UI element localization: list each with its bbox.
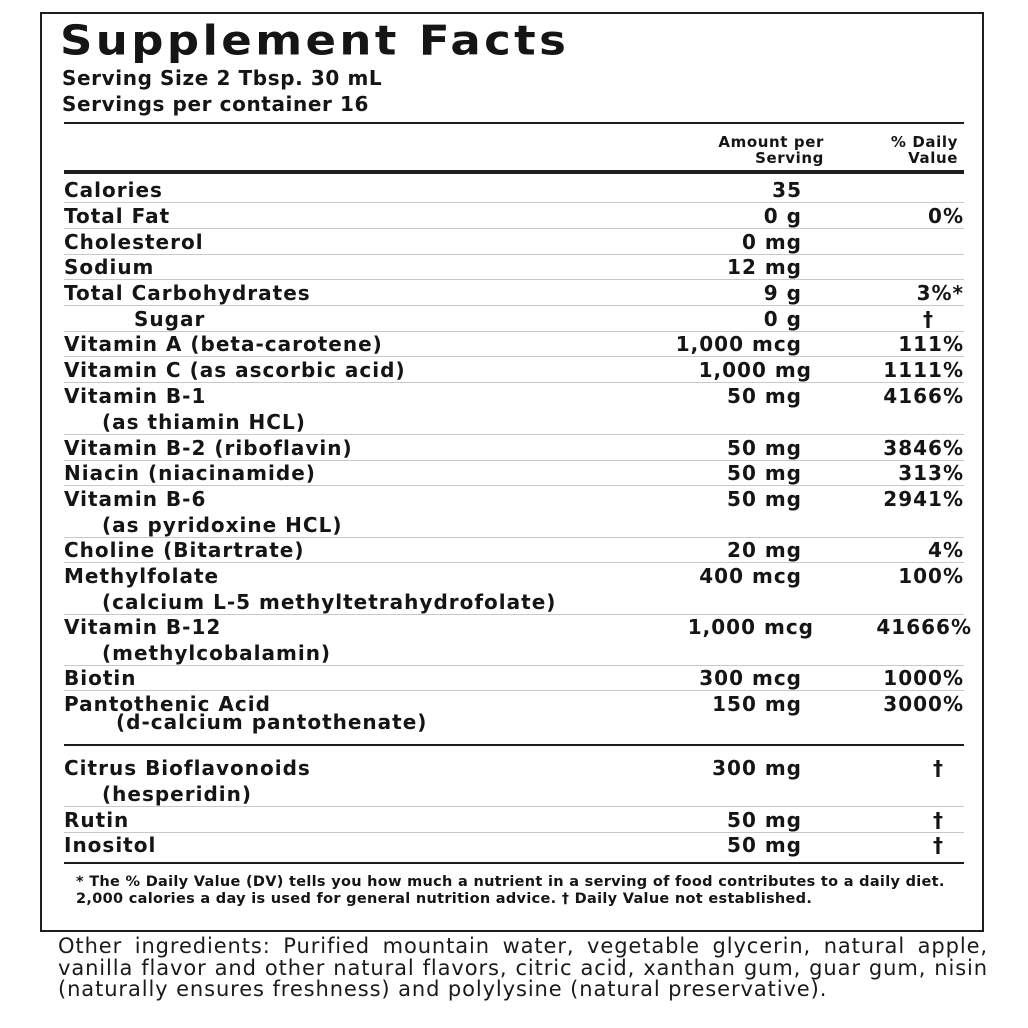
dv-header-line2: Value	[908, 149, 958, 167]
dv-header-line1: % Daily	[890, 133, 958, 151]
nutrient-subname: (methylcobalamin)	[102, 641, 332, 665]
nutrient-daily-value: 3846%	[883, 436, 964, 460]
row-divider	[64, 254, 964, 255]
nutrient-daily-value: 313%	[898, 461, 964, 485]
row-divider	[64, 228, 964, 229]
supplement-facts-panel	[40, 12, 984, 932]
nutrient-subname: (d-calcium pantothenate)	[116, 710, 428, 734]
row-divider	[64, 434, 964, 435]
nutrient-name: Choline (Bitartrate)	[64, 538, 305, 562]
row-divider	[64, 485, 964, 486]
nutrient-name: Methylfolate	[64, 564, 220, 588]
other-ingredients: Other ingredients: Purified mountain water, vegetable glycerin, natural apple, vanilla flavor and other natural flavors, citric acid, xanthan gum, guar gum, nisin (naturally ensures freshness) and polylysine (natural preservative).	[58, 934, 988, 1001]
nutrient-name: Vitamin C (as ascorbic acid)	[64, 358, 406, 382]
row-divider	[64, 356, 964, 357]
nutrient-daily-value: †	[933, 808, 944, 832]
nutrient-amount: 300 mg	[712, 756, 802, 780]
nutrient-daily-value: 111%	[898, 332, 964, 356]
row-divider	[64, 562, 964, 563]
amount-header-line2: Serving	[755, 149, 824, 167]
nutrient-subname: (hesperidin)	[102, 782, 252, 806]
row-divider	[64, 832, 964, 833]
nutrient-name: Total Carbohydrates	[64, 281, 311, 305]
nutrient-name: Vitamin B-2 (riboflavin)	[64, 436, 353, 460]
amount-header	[642, 134, 824, 166]
nutrient-name: Vitamin B-12	[64, 615, 222, 639]
nutrient-name: Inositol	[64, 833, 157, 857]
nutrient-daily-value: 3%*	[916, 281, 964, 305]
nutrient-name: Biotin	[64, 666, 137, 690]
nutrient-amount: 12 mg	[727, 255, 802, 279]
nutrient-subname: (calcium L-5 methyltetrahydrofolate)	[102, 590, 557, 614]
row-divider	[64, 202, 964, 203]
row-divider	[64, 382, 964, 383]
nutrient-name: Vitamin B-1	[64, 384, 207, 408]
rule-thick	[64, 170, 964, 174]
nutrient-name: Citrus Bioflavonoids	[64, 756, 311, 780]
nutrient-amount: 20 mg	[727, 538, 802, 562]
nutrient-amount: 1,000 mg	[698, 358, 812, 382]
nutrient-daily-value: 0%	[928, 204, 964, 228]
nutrient-daily-value: 4166%	[883, 384, 964, 408]
nutrient-daily-value: 100%	[898, 564, 964, 588]
nutrient-amount: 35	[772, 178, 802, 202]
nutrient-name: Vitamin A (beta-carotene)	[64, 332, 383, 356]
row-divider	[64, 690, 964, 691]
nutrient-amount: 9 g	[763, 281, 802, 305]
row-divider	[64, 806, 964, 807]
nutrient-name: Cholesterol	[64, 230, 204, 254]
nutrient-daily-value: 41666%	[876, 615, 972, 639]
row-divider	[64, 279, 964, 280]
nutrient-amount: 50 mg	[727, 461, 802, 485]
panel-title: Supplement Facts	[60, 15, 570, 65]
nutrient-daily-value: 2941%	[883, 487, 964, 511]
nutrient-name: Total Fat	[64, 204, 171, 228]
rule-bottom	[64, 862, 964, 864]
nutrient-daily-value: †	[923, 307, 934, 331]
nutrient-name: Pantothenic Acid	[64, 692, 271, 716]
nutrient-daily-value: 1111%	[883, 358, 964, 382]
nutrient-subname: (as pyridoxine HCL)	[102, 513, 343, 537]
nutrient-amount: 50 mg	[727, 384, 802, 408]
nutrient-amount: 50 mg	[727, 833, 802, 857]
rule-mid	[64, 744, 964, 746]
row-divider	[64, 665, 964, 666]
nutrient-daily-value: 4%	[928, 538, 964, 562]
nutrient-daily-value: †	[933, 756, 944, 780]
rule-top	[64, 122, 964, 124]
nutrient-amount: 50 mg	[727, 436, 802, 460]
nutrient-daily-value: †	[933, 833, 944, 857]
nutrient-name: Sodium	[64, 255, 155, 279]
footnote: * The % Daily Value (DV) tells you how much a nutrient in a serving of food contributes to a daily diet. 2,000 calories a day is used for general nutrition advice. † Daily Value not established.	[76, 874, 945, 907]
nutrient-amount: 1,000 mcg	[675, 332, 802, 356]
nutrient-name: Niacin (niacinamide)	[64, 461, 316, 485]
nutrient-amount: 50 mg	[727, 808, 802, 832]
serving-size: Serving Size 2 Tbsp. 30 mL	[62, 66, 383, 90]
nutrient-amount: 50 mg	[727, 487, 802, 511]
nutrient-name: Calories	[64, 178, 163, 202]
nutrient-daily-value: 1000%	[883, 666, 964, 690]
nutrient-amount: 1,000 mcg	[687, 615, 814, 639]
nutrient-amount: 400 mcg	[699, 564, 802, 588]
amount-header-line1: Amount per	[718, 133, 824, 151]
row-divider	[64, 305, 964, 306]
nutrient-name: Rutin	[64, 808, 130, 832]
nutrient-name: Vitamin B-6	[64, 487, 207, 511]
nutrient-daily-value: 3000%	[883, 692, 964, 716]
nutrient-amount: 0 g	[763, 204, 802, 228]
nutrient-amount: 150 mg	[712, 692, 802, 716]
nutrient-amount: 0 mg	[741, 230, 802, 254]
nutrient-name: Sugar	[134, 307, 206, 331]
nutrient-amount: 0 g	[763, 307, 802, 331]
servings-per-container: Servings per container 16	[62, 92, 370, 116]
nutrient-subname: (as thiamin HCL)	[102, 410, 306, 434]
nutrient-amount: 300 mcg	[699, 666, 802, 690]
dv-header	[832, 134, 958, 166]
